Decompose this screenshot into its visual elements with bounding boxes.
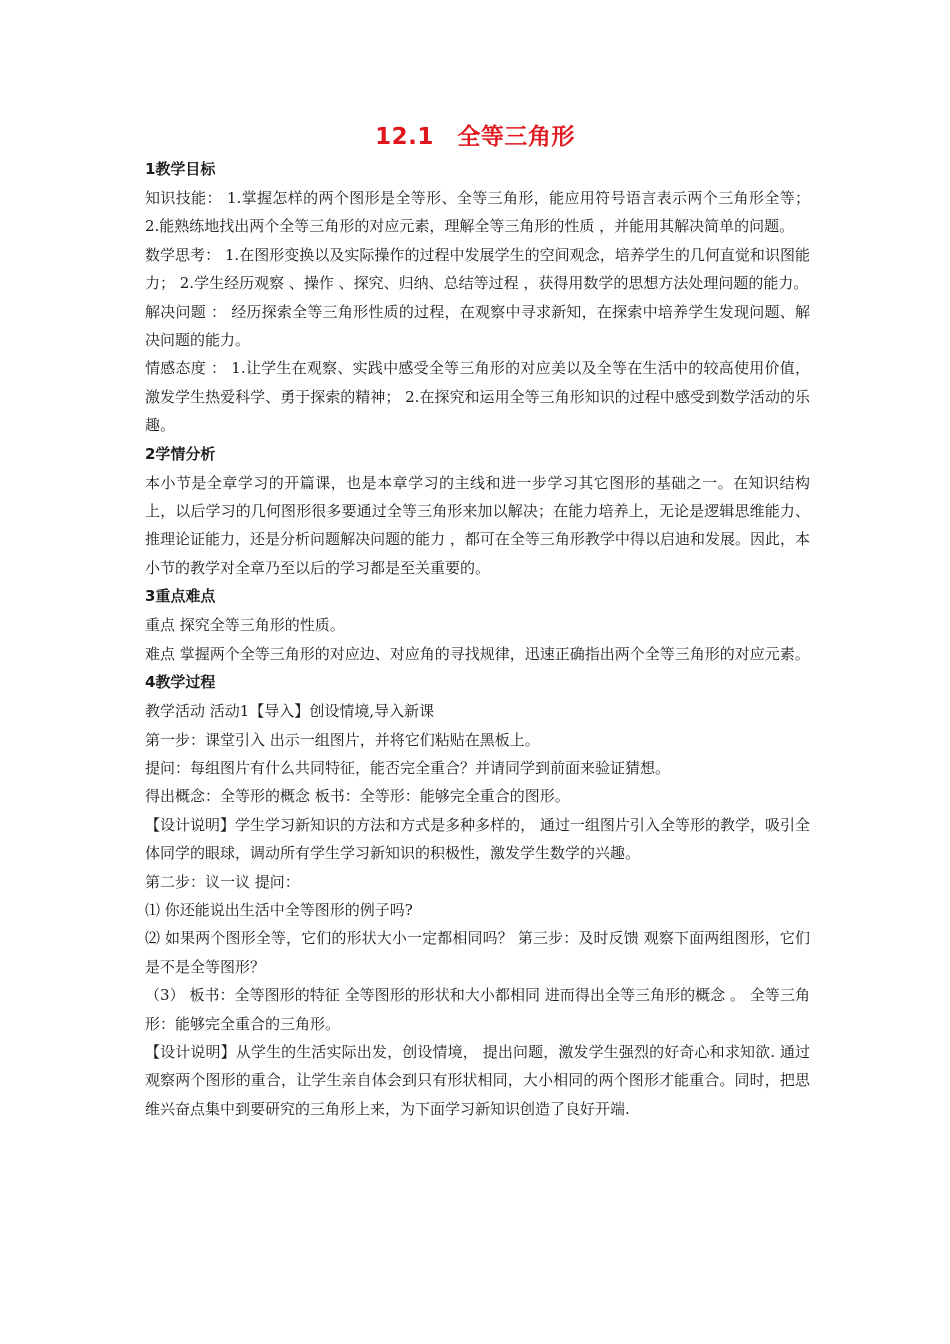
section-heading: 4教学过程: [145, 673, 216, 692]
section-teaching-process: [145, 668, 810, 1123]
section-teaching-objectives: [145, 155, 810, 440]
paragraph: 重点 探究全等三角形的性质。: [145, 616, 345, 635]
paragraph: （3） 板书：全等图形的特征 全等图形的形状和大小都相同 进而得出全等三角形的概念 。 全等三角形：能够完全重合的三角形。: [145, 986, 810, 1033]
paragraph: 【设计说明】学生学习新知识的方法和方式是多种多样的， 通过一组图片引入全等形的教学，吸引全体同学的眼球，调动所有学生学习新知识的积极性，激发学生数学的兴趣。: [145, 815, 810, 863]
paragraph: 本小节是全章学习的开篇课，也是本章学习的主线和进一步学习其它图形的基础之一。在知识结构上，以后学习的几何图形很多要通过全等三角形来加以解决；在能力培养上，无论是逻辑思维能力、推理论证能力，还是分析问题解决问题的能力 ，都可在全等三角形教学中得以启迪和发展。因此，本小节的教学对全章乃至以后的学习都是至关重要的。: [145, 473, 810, 577]
paragraph: ⑴ 你还能说出生活中全等图形的例子吗?: [145, 900, 413, 919]
paragraph: 第一步：课堂引入 出示一组图片，并将它们粘贴在黑板上。: [145, 730, 540, 749]
paragraph: 情感态度 ： 1.让学生在观察、实践中感受全等三角形的对应美以及全等在生活中的较高使用价值，激发学生热爱科学、勇于探索的精神； 2.在探究和运用全等三角形知识的过程中感受到数学活动的乐趣。: [145, 359, 810, 435]
paragraph: 数学思考： 1.在图形变换以及实际操作的过程中发展学生的空间观念，培养学生的几何直觉和识图能力； 2.学生经历观察 、操作 、探究、归纳、总结等过程 ，获得用数学的思想方法处理问题的能力。: [145, 245, 810, 293]
section-heading: 1教学目标: [145, 160, 216, 178]
paragraph: 第二步：议一议 提问：: [145, 872, 300, 891]
paragraph: ⑵ 如果两个图形全等，它们的形状大小一定都相同吗？ 第三步：及时反馈 观察下面两组图形，它们是不是全等图形？: [145, 929, 810, 976]
page-title: 12.1 全等三角形: [375, 124, 575, 150]
section-student-analysis: [145, 440, 810, 583]
paragraph: 知识技能： 1.掌握怎样的两个图形是全等形、全等三角形，能应用符号语言表示两个三角形全等； 2.能熟练地找出两个全等三角形的对应元素，理解全等三角形的性质 ，并能用其解决简单的问题。: [145, 189, 810, 236]
paragraph: 得出概念：全等形的概念 板书：全等形：能够完全重合的图形。: [145, 787, 570, 806]
section-heading: 3重点难点: [145, 587, 216, 606]
section-heading: 2学情分析: [145, 444, 216, 463]
paragraph: 难点 掌握两个全等三角形的对应边、对应角的寻找规律，迅速正确指出两个全等三角形的对应元素。: [145, 644, 810, 663]
document-body: [145, 155, 810, 1123]
paragraph: 解决问题 ： 经历探索全等三角形性质的过程，在观察中寻求新知，在探索中培养学生发现问题、解决问题的能力。: [145, 302, 810, 350]
paragraph: 【设计说明】从学生的生活实际出发，创设情境， 提出问题，激发学生强烈的好奇心和求知欲. 通过观察两个图形的重合，让学生亲自体会到只有形状相同，大小相同的两个图形才能重合。同时，把思维兴奋点集中到要研究的三角形上来，为下面学习新知识创造了良好开端.: [145, 1042, 810, 1118]
paragraph: 教学活动 活动1【导入】创设情境,导入新课: [145, 702, 435, 721]
section-key-points: [145, 582, 810, 668]
paragraph: 提问：每组图片有什么共同特征，能否完全重合？并请同学到前面来验证猜想。: [145, 758, 671, 777]
